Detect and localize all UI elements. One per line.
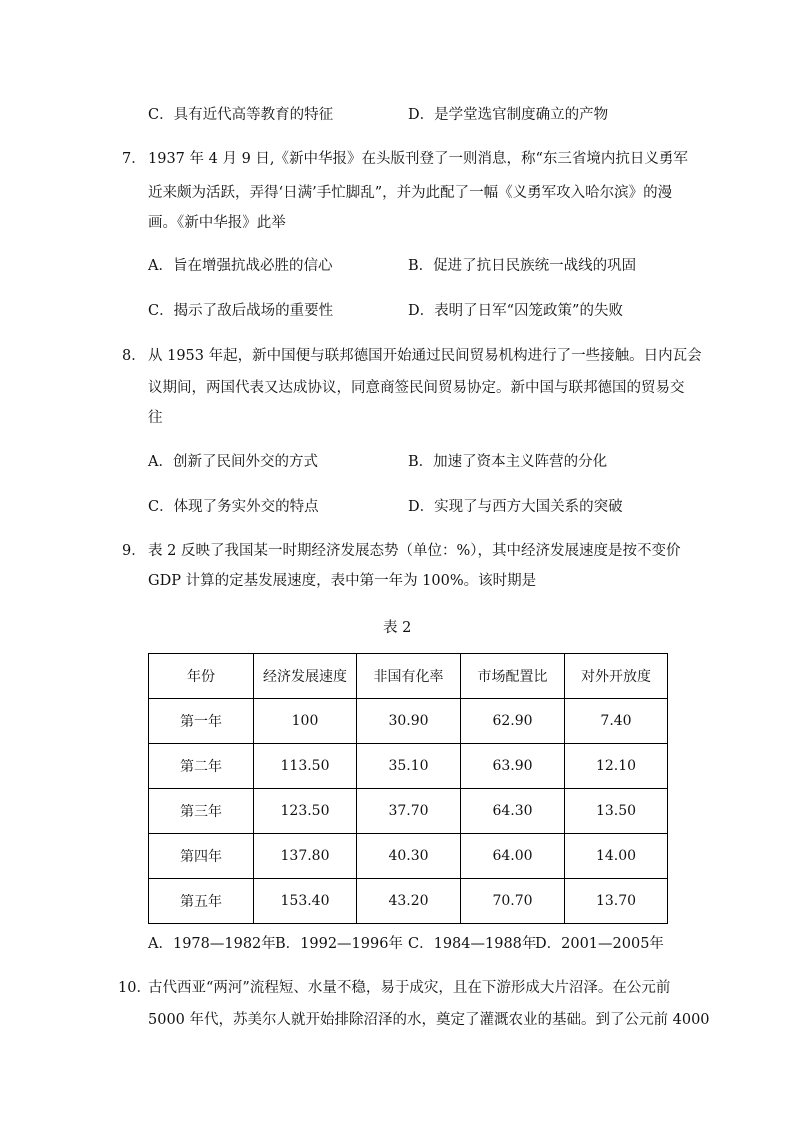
- q8-number: 8．: [122, 348, 146, 364]
- q7-number: 7．: [122, 151, 146, 167]
- table-cell: 35.10: [357, 744, 461, 789]
- q8-stem-line-3: 往: [148, 410, 163, 426]
- table-cell: 第四年: [149, 834, 254, 879]
- q6-option-c: C．具有近代高等教育的特征: [148, 107, 334, 123]
- table-cell: 43.20: [357, 879, 461, 924]
- table-cell: 13.70: [565, 879, 668, 924]
- table-caption: 表 2: [383, 620, 412, 636]
- q9-option-b: B．1992—1996年: [275, 936, 403, 952]
- q8-option-c: C．体现了务实外交的特点: [148, 499, 319, 515]
- table-header-cell: 非国有化率: [357, 654, 461, 699]
- q10-stem-line-1: 古代西亚“两河”流程短、水量不稳，易于成灾，且在下游形成大片沼泽。在公元前: [148, 980, 671, 996]
- q8-option-d: D．实现了与西方大国关系的突破: [408, 499, 623, 515]
- q7-option-a: A．旨在增强抗战必胜的信心: [148, 258, 333, 274]
- table-cell: 70.70: [461, 879, 565, 924]
- table-row: [149, 744, 668, 789]
- table-cell: 第二年: [149, 744, 254, 789]
- table-cell: 第三年: [149, 789, 254, 834]
- q8-stem-line-1: 从 1953 年起，新中国便与联邦德国开始通过民间贸易机构进行了一些接触。日内瓦会: [148, 348, 702, 364]
- table-cell: 64.30: [461, 789, 565, 834]
- q9-option-c: C．1984—1988年: [408, 936, 537, 952]
- table-row: [149, 789, 668, 834]
- table-cell: 40.30: [357, 834, 461, 879]
- table-cell: 137.80: [254, 834, 357, 879]
- q7-option-c: C．揭示了敌后战场的重要性: [148, 303, 334, 319]
- q8-option-a: A．创新了民间外交的方式: [148, 454, 318, 470]
- table-row: [149, 879, 668, 924]
- table-header-row: [149, 654, 668, 699]
- table-cell: 37.70: [357, 789, 461, 834]
- table-cell: 100: [254, 699, 357, 744]
- table-row: [149, 834, 668, 879]
- q10-number: 10．: [118, 980, 151, 996]
- q7-stem-line-1: 1937 年 4 月 9 日,《新中华报》在头版刊登了一则消息，称“东三省境内抗日义勇军: [148, 151, 688, 167]
- q9-number: 9．: [122, 543, 146, 559]
- q8-option-b: B．加速了资本主义阵营的分化: [408, 454, 608, 470]
- economic-data-table: [148, 653, 668, 924]
- table-cell: 64.00: [461, 834, 565, 879]
- table-header-cell: 对外开放度: [565, 654, 668, 699]
- table-cell: 12.10: [565, 744, 668, 789]
- q8-stem-line-2: 议期间，两国代表又达成协议，同意商签民间贸易协定。新中国与联邦德国的贸易交: [148, 380, 685, 396]
- q9-option-d: D．2001—2005年: [535, 936, 664, 952]
- table-cell: 30.90: [357, 699, 461, 744]
- table-cell: 13.50: [565, 789, 668, 834]
- q7-option-d: D．表明了日军“囚笼政策”的失败: [408, 303, 623, 319]
- q9-stem-line-2: GDP 计算的定基发展速度，表中第一年为 100%。该时期是: [148, 573, 537, 589]
- table-cell: 153.40: [254, 879, 357, 924]
- q7-stem-line-2: 近来颇为活跃，弄得‘日满’手忙脚乱”，并为此配了一幅《义勇军攻入哈尔滨》的漫: [148, 185, 673, 201]
- table-header-cell: 市场配置比: [461, 654, 565, 699]
- table-cell: 7.40: [565, 699, 668, 744]
- q9-stem-line-1: 表 2 反映了我国某一时期经济发展态势（单位：%），其中经济发展速度是按不变价: [148, 543, 681, 559]
- table-row: [149, 699, 668, 744]
- table-cell: 63.90: [461, 744, 565, 789]
- q7-stem-line-3: 画。《新中华报》此举: [148, 215, 286, 231]
- q7-option-b: B．促进了抗日民族统一战线的巩固: [408, 258, 637, 274]
- table-header-cell: 经济发展速度: [254, 654, 357, 699]
- table-cell: 62.90: [461, 699, 565, 744]
- table-cell: 123.50: [254, 789, 357, 834]
- q6-option-d: D．是学堂选官制度确立的产物: [408, 107, 609, 123]
- table-header-cell: 年份: [149, 654, 254, 699]
- table-cell: 14.00: [565, 834, 668, 879]
- q10-stem-line-2: 5000 年代，苏美尔人就开始排除沼泽的水，奠定了灌溉农业的基础。到了公元前 4000: [148, 1012, 710, 1028]
- table-cell: 第一年: [149, 699, 254, 744]
- table-cell: 113.50: [254, 744, 357, 789]
- q9-option-a: A．1978—1982年: [148, 936, 276, 952]
- table-cell: 第五年: [149, 879, 254, 924]
